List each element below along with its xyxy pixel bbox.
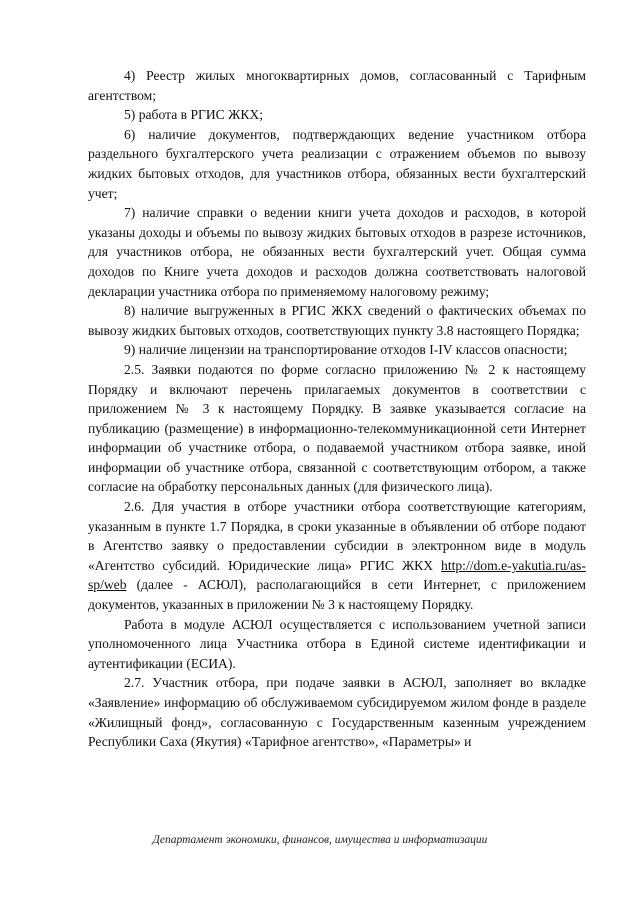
paragraph-2-5: 2.5. Заявки подаются по форме согласно приложению № 2 к настоящему Порядку и включают перечень прилагаемых документов в соответствии с приложением № 3 к настоящему Порядку. В заявке указывается согласие на публикацию (размещение) в информационно-телекоммуникационной сети Интернет информации об участнике отбора, о подаваемой участником отбора заявке, иной информации об участнике отбора, связанной с соответствующим отбором, а также согласие на обработку персональных данных (для физического лица). xyxy=(88,361,586,495)
document-page xyxy=(88,66,586,752)
paragraph-item-4: 4) Реестр жилых многоквартирных домов, согласованный с Тарифным агентством; xyxy=(88,68,586,103)
paragraph-item-9: 9) наличие лицензии на транспортирование отходов I-IV классов опасности; xyxy=(124,342,568,358)
paragraph-asul-work: Работа в модуле АСЮЛ осуществляется с использованием учетной записи уполномоченного лица Участника отбора в Единой системе идентификации и аутентификации (ЕСИА). xyxy=(88,616,586,671)
paragraph-2-6-text-start: 2.6. Для участия в отборе участники отбора соответствующие категориям, указанным в пункте 1.7 Порядка, в сроки указанные в объявлении об отборе подают в Агентство заявку о предоставлении субсидии в электронном виде в модуль «Агентство субсидий. Юридические лица» РГИС ЖКХ xyxy=(88,499,586,573)
paragraph-2-7: 2.7. Участник отбора, при подаче заявки в АСЮЛ, заполняет во вкладке «Заявление» информацию об обслуживаемом субсидируемом жилом фонде в разделе «Жилищный фонд», согласованную с Государственным казенным учреждением Республики Саха (Якутия) «Тарифное агентство», «Параметры» и xyxy=(88,675,586,750)
paragraph-item-8: 8) наличие выгруженных в РГИС ЖКХ сведений о фактических объемах по вывозу жидких бытовых отходов, соответствующих пункту 3.8 настоящего Порядка; xyxy=(88,303,586,338)
paragraph-item-5: 5) работа в РГИС ЖКХ; xyxy=(124,107,263,123)
rgis-link[interactable]: http://dom.e-yakutia.ru/as-sp/web xyxy=(88,557,586,593)
paragraph-2-6-text-end: (далее - АСЮЛ), располагающийся в сети Интернет, с приложением документов, указанных в приложении № 3 к настоящему Порядку. xyxy=(88,577,586,613)
paragraph-2-6 xyxy=(88,497,586,615)
paragraph-item-6: 6) наличие документов, подтверждающих ведение участником отбора раздельного бухгалтерского учета реализации с отражением объемов по вывозу жидких бытовых отходов, для участников отбора, обязанных вести бухгалтерский учет; xyxy=(88,126,586,201)
page-footer: Департамент экономики, финансов, имущества и информатизации xyxy=(152,834,488,846)
paragraph-item-7: 7) наличие справки о ведении книги учета доходов и расходов, в которой указаны доходы и объемы по вывозу жидких бытовых отходов в разрезе источников, для участников отбора, не обязанных вести бухгалтерский учет. Общая сумма доходов по Книге учета доходов и расходов должна соответствовать налоговой декларации участника отбора по применяемому налоговому режиму; xyxy=(88,205,586,299)
